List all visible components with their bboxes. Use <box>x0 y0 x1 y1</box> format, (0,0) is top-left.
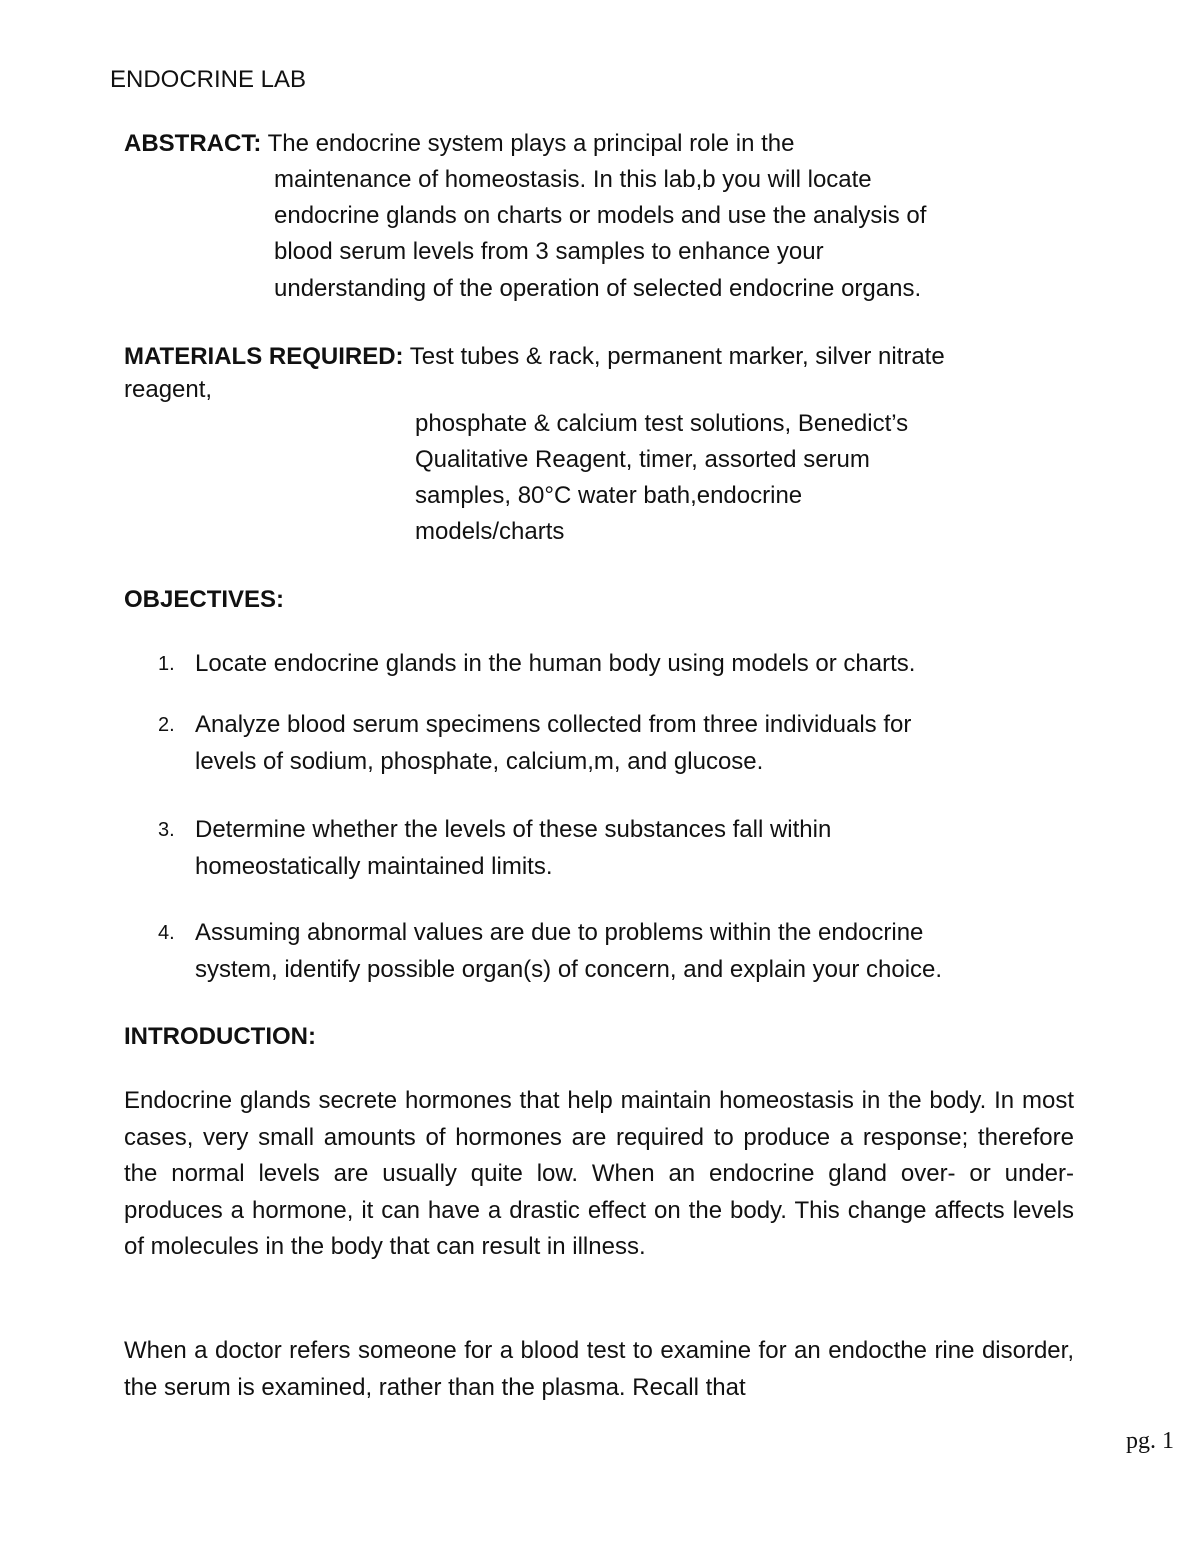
materials-line: models/charts <box>415 518 565 545</box>
list-item-line: Assuming abnormal values are due to problems within the endocrine <box>195 919 924 946</box>
list-item-line: levels of sodium, phosphate, calcium,m, and glucose. <box>195 748 764 775</box>
list-item-line: Analyze blood serum specimens collected from three individuals for <box>195 711 912 738</box>
document-header: ENDOCRINE LAB <box>110 66 307 93</box>
abstract-label: ABSTRACT: <box>124 130 262 157</box>
abstract-line: endocrine glands on charts or models and use the analysis of <box>274 202 927 229</box>
list-item-number: 4. <box>158 922 175 944</box>
materials-label: MATERIALS REQUIRED: <box>124 343 404 370</box>
list-item-number: 1. <box>158 653 175 675</box>
objectives-heading: OBJECTIVES: <box>124 586 285 613</box>
materials-line: Qualitative Reagent, timer, assorted serum <box>415 446 870 473</box>
materials-line: samples, 80°C water bath,endocrine <box>415 482 803 509</box>
list-item-line: Locate endocrine glands in the human body using models or charts. <box>195 650 916 677</box>
list-item-number: 2. <box>158 714 175 736</box>
materials-line: Test tubes & rack, permanent marker, silver nitrate <box>409 343 945 370</box>
list-item-line: homeostatically maintained limits. <box>195 853 553 880</box>
introduction-heading: INTRODUCTION: <box>124 1023 316 1050</box>
introduction-paragraph-2: When a doctor refers someone for a blood test to examine for an endocthe rine disorder, the serum is examined, rather than the plasma. Recall that <box>124 1337 1074 1401</box>
abstract-line: understanding of the operation of selected endocrine organs. <box>274 275 922 302</box>
abstract-first-line <box>124 126 795 162</box>
page-number: pg. 1 <box>1126 1428 1174 1454</box>
list-item-number: 3. <box>158 819 175 841</box>
introduction-paragraph-1: Endocrine glands secrete hormones that help maintain homeostasis in the body. In most cases, very small amounts of hormones are required to produce a response; therefore the normal levels are usually quite low. When an endocrine gland over- or under-produces a hormone, it can have a drastic effect on the body. This change affects levels of molecules in the body that can result in illness. <box>124 1087 1074 1260</box>
abstract-line: The endocrine system plays a principal role in the <box>267 130 795 157</box>
list-item-line: system, identify possible organ(s) of concern, and explain your choice. <box>195 956 943 983</box>
list-item-line: Determine whether the levels of these substances fall within <box>195 816 832 843</box>
materials-wrap-line: reagent, <box>124 376 213 403</box>
materials-line: phosphate & calcium test solutions, Benedict’s <box>415 410 909 437</box>
materials-first-line <box>124 339 945 375</box>
abstract-line: maintenance of homeostasis. In this lab,b you will locate <box>274 166 872 193</box>
abstract-line: blood serum levels from 3 samples to enhance your <box>274 238 824 265</box>
